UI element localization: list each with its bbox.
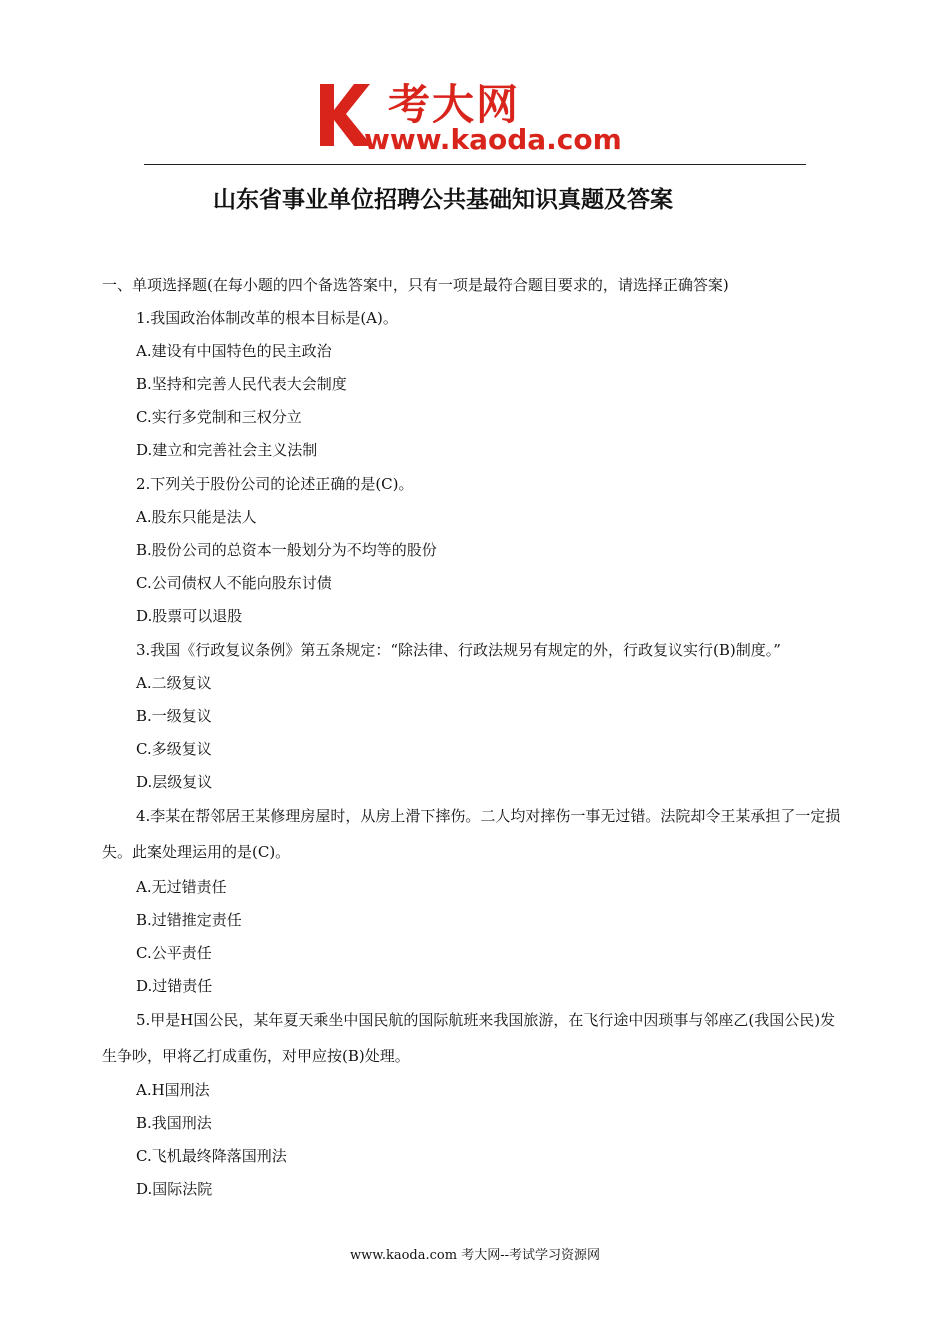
- q5-option-c: C.飞机最终降落国刑法: [136, 1147, 287, 1165]
- kaoda-logo: [318, 80, 648, 160]
- question-4: 4.李某在帮邻居王某修理房屋时，从房上滑下摔伤。二人均对摔伤一事无过错。法院却令王某承担了一定损失。此案处理运用的是(C)。: [102, 807, 841, 861]
- q5-option-b: B.我国刑法: [136, 1114, 212, 1132]
- q5-option-d: D.国际法院: [136, 1180, 213, 1198]
- question-3: 3.我国《行政复议条例》第五条规定：“除法律、行政法规另有规定的外，行政复议实行(B)制度。”: [136, 641, 781, 659]
- q4-option-d: D.过错责任: [136, 977, 213, 995]
- q1-option-c: C.实行多党制和三权分立: [136, 408, 302, 426]
- q2-option-c: C.公司债权人不能向股东讨债: [136, 574, 332, 592]
- q1-option-b: B.坚持和完善人民代表大会制度: [136, 375, 347, 393]
- q1-option-a: A.建设有中国特色的民主政治: [136, 342, 332, 360]
- logo-url-text: www.kaoda.com: [364, 123, 622, 156]
- page-footer: www.kaoda.com 考大网--考试学习资源网: [350, 1248, 600, 1263]
- q3-option-a: A.二级复议: [136, 674, 212, 692]
- section-heading: 一、单项选择题(在每小题的四个备选答案中，只有一项是最符合题目要求的，请选择正确答案): [102, 276, 729, 294]
- q5-option-a: A.H国刑法: [136, 1081, 210, 1099]
- header-divider: [144, 164, 806, 165]
- q4-option-c: C.公平责任: [136, 944, 212, 962]
- q4-option-a: A.无过错责任: [136, 878, 227, 896]
- question-5: 5.甲是H国公民，某年夏天乘坐中国民航的国际航班来我国旅游，在飞行途中因琐事与邻座乙(我国公民)发生争吵，甲将乙打成重伤，对甲应按(B)处理。: [102, 1011, 836, 1065]
- q3-option-c: C.多级复议: [136, 740, 212, 758]
- question-1: 1.我国政治体制改革的根本目标是(A)。: [136, 309, 398, 327]
- q1-option-d: D.建立和完善社会主义法制: [136, 441, 318, 459]
- logo-chinese-text: 考大网: [388, 80, 521, 129]
- q2-option-d: D.股票可以退股: [136, 607, 243, 625]
- page-title: 山东省事业单位招聘公共基础知识真题及答案: [213, 187, 673, 213]
- q4-option-b: B.过错推定责任: [136, 911, 242, 929]
- question-2: 2.下列关于股份公司的论述正确的是(C)。: [136, 475, 414, 493]
- q3-option-b: B.一级复议: [136, 707, 212, 725]
- q2-option-a: A.股东只能是法人: [136, 508, 257, 526]
- q3-option-d: D.层级复议: [136, 773, 213, 791]
- q2-option-b: B.股份公司的总资本一般划分为不均等的股份: [136, 541, 437, 559]
